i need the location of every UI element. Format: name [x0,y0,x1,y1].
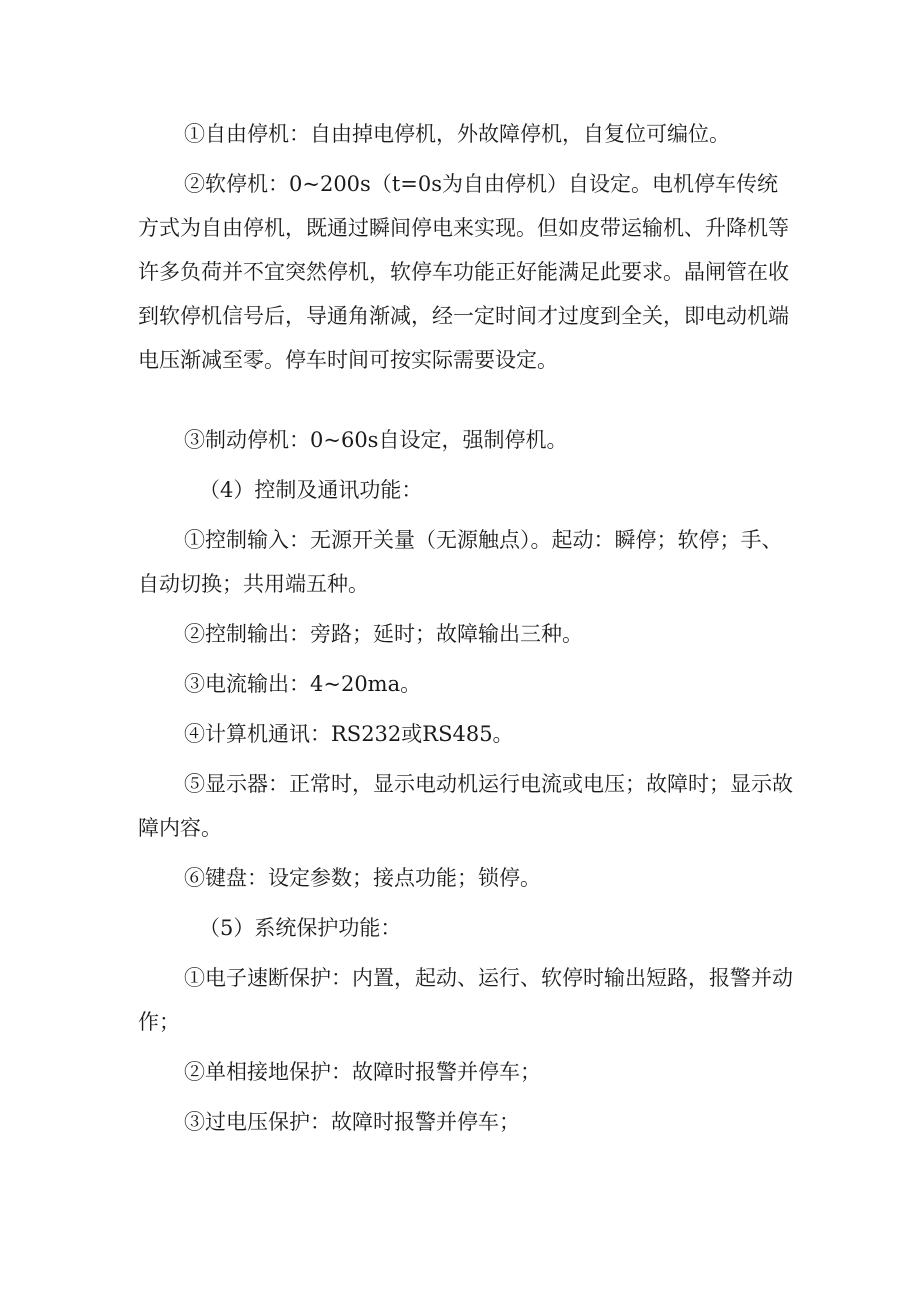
paragraph-ground-fault: ②单相接地保护：故障时报警并停车； [184,1060,541,1084]
paragraph-free-stop: ①自由停机：自由掉电停机，外故障停机，自复位可编位。 [184,122,730,146]
paragraph-current-output: ③电流输出：4~20ma。 [184,672,422,696]
paragraph-control-output: ②控制输出：旁路；延时；故障输出三种。 [184,622,583,646]
paragraph-display: ⑤显示器：正常时，显示电动机运行电流或电压；故障时；显示故障内容。 [138,772,793,840]
section-heading-control-comm: （4）控制及通讯功能： [199,478,423,502]
paragraph-brake-stop: ③制动停机：0~60s自设定，强制停机。 [184,428,568,452]
paragraph-keyboard: ⑥键盘：设定参数；接点功能；锁停。 [184,866,541,890]
section-heading-protection: （5）系统保护功能： [199,916,402,940]
paragraph-electronic-quick-break: ①电子速断保护：内置，起动、运行、软停时输出短路，报警并动作； [138,966,793,1034]
paragraph-control-input: ①控制输入：无源开关量（无源触点）。起动：瞬停；软停；手、自动切换；共用端五种。 [138,528,783,596]
paragraph-computer-comm: ④计算机通讯：RS232或RS485。 [184,722,514,746]
paragraph-soft-stop: ②软停机：0~200s（t=0s为自由停机）自设定。电机停车传统方式为自由停机，既通过瞬间停电来实现。但如皮带运输机、升降机等许多负荷并不宜突然停机，软停车功能正好能满足此要求。晶闸管在收到软停机信号后，导通角渐减，经一定时间才过度到全关，即电动机端电压渐减至零。停车时间可按实际需要设定。 [138,172,789,372]
paragraph-overvoltage: ③过电压保护：故障时报警并停车； [184,1110,520,1134]
